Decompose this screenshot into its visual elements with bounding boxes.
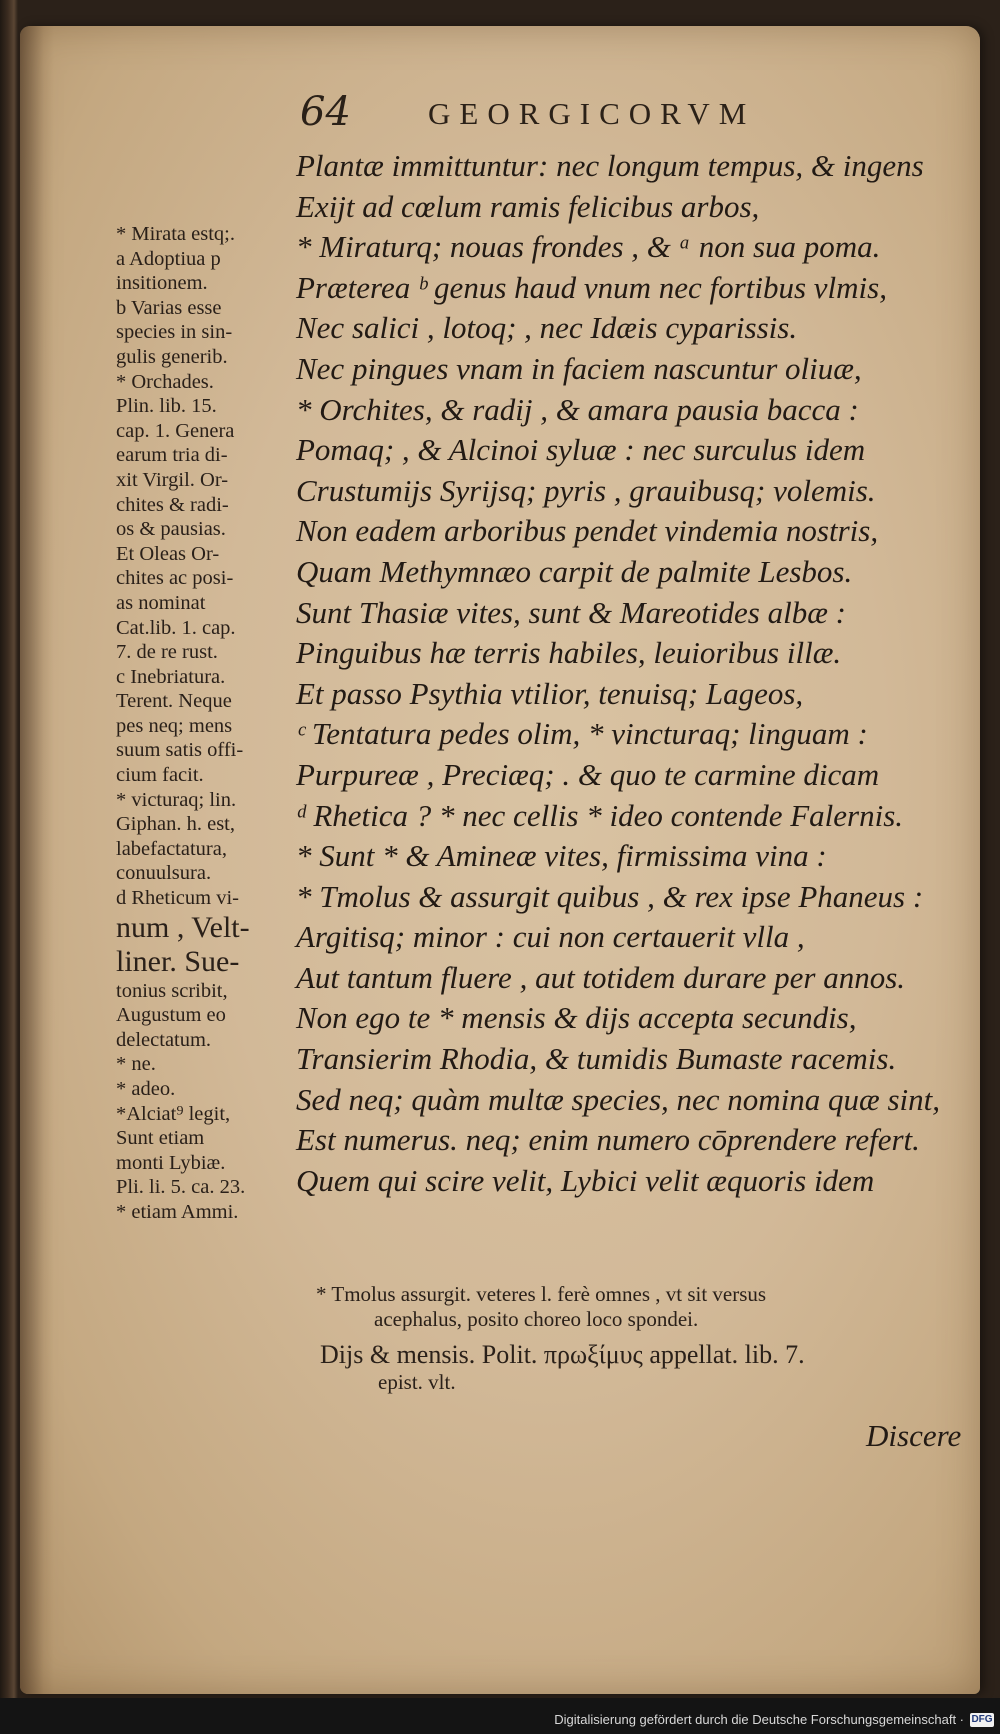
catchword: Discere — [866, 1418, 962, 1453]
verse-line: ᵈ Rhetica ? * nec cellis * ideo contende Falernis. — [296, 797, 904, 833]
verse-line: Aut tantum fluere , aut totidem durare per annos. — [296, 959, 906, 995]
verse-text — [296, 146, 976, 1201]
margin-note-line: Giphan. h. est, — [116, 813, 235, 836]
margin-notes — [116, 222, 294, 1225]
verse-line: * Tmolus & assurgit quibus , & rex ipse Phaneus : — [296, 878, 924, 914]
verse-line: Pinguibus hæ terris habiles, leuioribus illæ. — [296, 635, 842, 671]
margin-note-line: 7. de re rust. — [116, 641, 218, 664]
margin-note-line: pes neq; mens — [116, 714, 233, 737]
margin-note-line: *Alciat⁹ legit, — [116, 1102, 231, 1125]
footnote-line: acephalus, posito choreo loco spondei. — [374, 1307, 699, 1331]
margin-note-line: Et Oleas Or- — [116, 542, 220, 565]
margin-note-line: Sunt etiam — [116, 1127, 205, 1150]
margin-note-line: liner. Sue- — [116, 944, 240, 978]
verse-line: Sed neq; quàm multæ species, nec nomina quæ sint, — [296, 1081, 941, 1117]
digitization-credit-bar — [0, 1698, 1000, 1734]
page-gutter-shadow — [20, 26, 54, 1694]
verse-line: Non eadem arboribus pendet vindemia nostris, — [296, 513, 879, 549]
verse-line: ᶜ Tentatura pedes olim, * vincturaq; linguam : — [296, 716, 868, 752]
verse-line: Crustumijs Syrijsq; pyris , grauibusq; volemis. — [296, 472, 876, 508]
margin-note-line: Terent. Neque — [116, 690, 232, 713]
margin-note-line: a Adoptiua p — [116, 247, 221, 270]
margin-note-line: earum tria di- — [116, 444, 228, 467]
margin-note-line: chites ac posi- — [116, 567, 234, 590]
footnote-line: epist. vlt. — [378, 1370, 456, 1394]
footnote-line: Dijs & mensis. Polit. πρωξίμυς appellat. lib. 7. — [320, 1340, 805, 1369]
verse-line: * Miraturq; nouas frondes , & ᵃ non sua poma. — [296, 229, 881, 265]
margin-note-line: c Inebriatura. — [116, 665, 226, 688]
page-header — [300, 88, 860, 140]
verse-line: Transierim Rhodia, & tumidis Bumaste racemis. — [296, 1041, 897, 1077]
dfg-logo: DFG — [971, 1714, 993, 1725]
verse-line: Plantæ immittuntur: nec longum tempus, & ingens — [296, 148, 924, 183]
verse-line: Nec salici , lotoq; , nec Idæis cyparissis. — [296, 310, 798, 346]
margin-note-line: species in sin- — [116, 321, 233, 344]
verse-line: Pomaq; , & Alcinoi syluæ : nec surculus idem — [296, 432, 866, 468]
page-number: 64 — [300, 89, 351, 135]
margin-note-line: Cat.lib. 1. cap. — [116, 616, 236, 639]
verse-line: Est numerus. neq; enim numero cōprendere refert. — [296, 1122, 920, 1158]
verse-line: Præterea ᵇ genus haud vnum nec fortibus vlmis, — [296, 269, 887, 305]
margin-note-line: Augustum eo — [116, 1004, 226, 1027]
verse-line: Quam Methymnæo carpit de palmite Lesbos. — [296, 553, 853, 589]
margin-note-line: monti Lybiæ. — [116, 1151, 226, 1174]
verse-line: Et passo Psythia vtilior, tenuisq; Lageos, — [296, 675, 804, 711]
verse-line: * Orchites, & radij , & amara pausia bacca : — [296, 391, 859, 427]
margin-note-line: cium facit. — [116, 764, 204, 787]
margin-note-line: gulis generib. — [116, 345, 228, 368]
margin-note-line: chites & radi- — [116, 493, 229, 516]
margin-note-line: * etiam Ammi. — [116, 1200, 239, 1223]
margin-note-line: Pli. li. 5. ca. 23. — [116, 1176, 246, 1199]
margin-note-line: tonius scribit, — [116, 979, 228, 1002]
margin-note-line: * ne. — [116, 1053, 156, 1076]
verse-line: Sunt Thasiæ vites, sunt & Mareotides albæ : — [296, 594, 846, 630]
footnote-line: * Tmolus assurgit. veteres l. ferè omnes , vt sit versus — [316, 1282, 767, 1306]
margin-note-line: delectatum. — [116, 1028, 212, 1051]
margin-note-line: * Orchades. — [116, 370, 214, 393]
credit-text: Digitalisierung gefördert durch die Deutsche Forschungsgemeinschaft · — [554, 1712, 964, 1727]
verse-line: * Sunt * & Amineæ vites, firmissima vina : — [296, 838, 827, 874]
margin-note-line: * adeo. — [116, 1078, 176, 1100]
margin-note-line: suum satis offi- — [116, 739, 244, 762]
margin-note-line: * victuraq; lin. — [116, 788, 237, 811]
margin-note-line: * Mirata estq;. — [116, 223, 235, 245]
verse-line: Exijt ad cœlum ramis felicibus arbos, — [296, 188, 760, 224]
verse-line: Argitisq; minor : cui non certauerit vlla , — [296, 919, 805, 955]
footnote-block — [316, 1282, 956, 1395]
verse-line: Non ego te * mensis & dijs accepta secundis, — [296, 1000, 857, 1036]
margin-note-line: os & pausias. — [116, 518, 226, 541]
margin-note-line: cap. 1. Genera — [116, 419, 235, 442]
verse-line: Nec pingues vnam in faciem nascuntur oliuæ, — [296, 350, 862, 386]
margin-note-line: d Rheticum vi- — [116, 887, 239, 910]
running-head: GEORGICORVM — [428, 96, 756, 131]
margin-note-line: as nominat — [116, 591, 206, 614]
verse-line: Purpureæ , Preciæq; . & quo te carmine dicam — [296, 756, 880, 792]
verse-line: Quem qui scire velit, Lybici velit æquoris idem — [296, 1162, 875, 1198]
margin-note-line: Plin. lib. 15. — [116, 395, 217, 418]
margin-note-line: labefactatura, — [116, 837, 227, 860]
margin-note-line: conuulsura. — [116, 862, 212, 885]
margin-note-line: num , Velt- — [116, 910, 250, 944]
margin-note-line: xit Virgil. Or- — [116, 468, 229, 491]
margin-note-line: insitionem. — [116, 272, 208, 295]
margin-note-line: b Varias esse — [116, 296, 222, 319]
